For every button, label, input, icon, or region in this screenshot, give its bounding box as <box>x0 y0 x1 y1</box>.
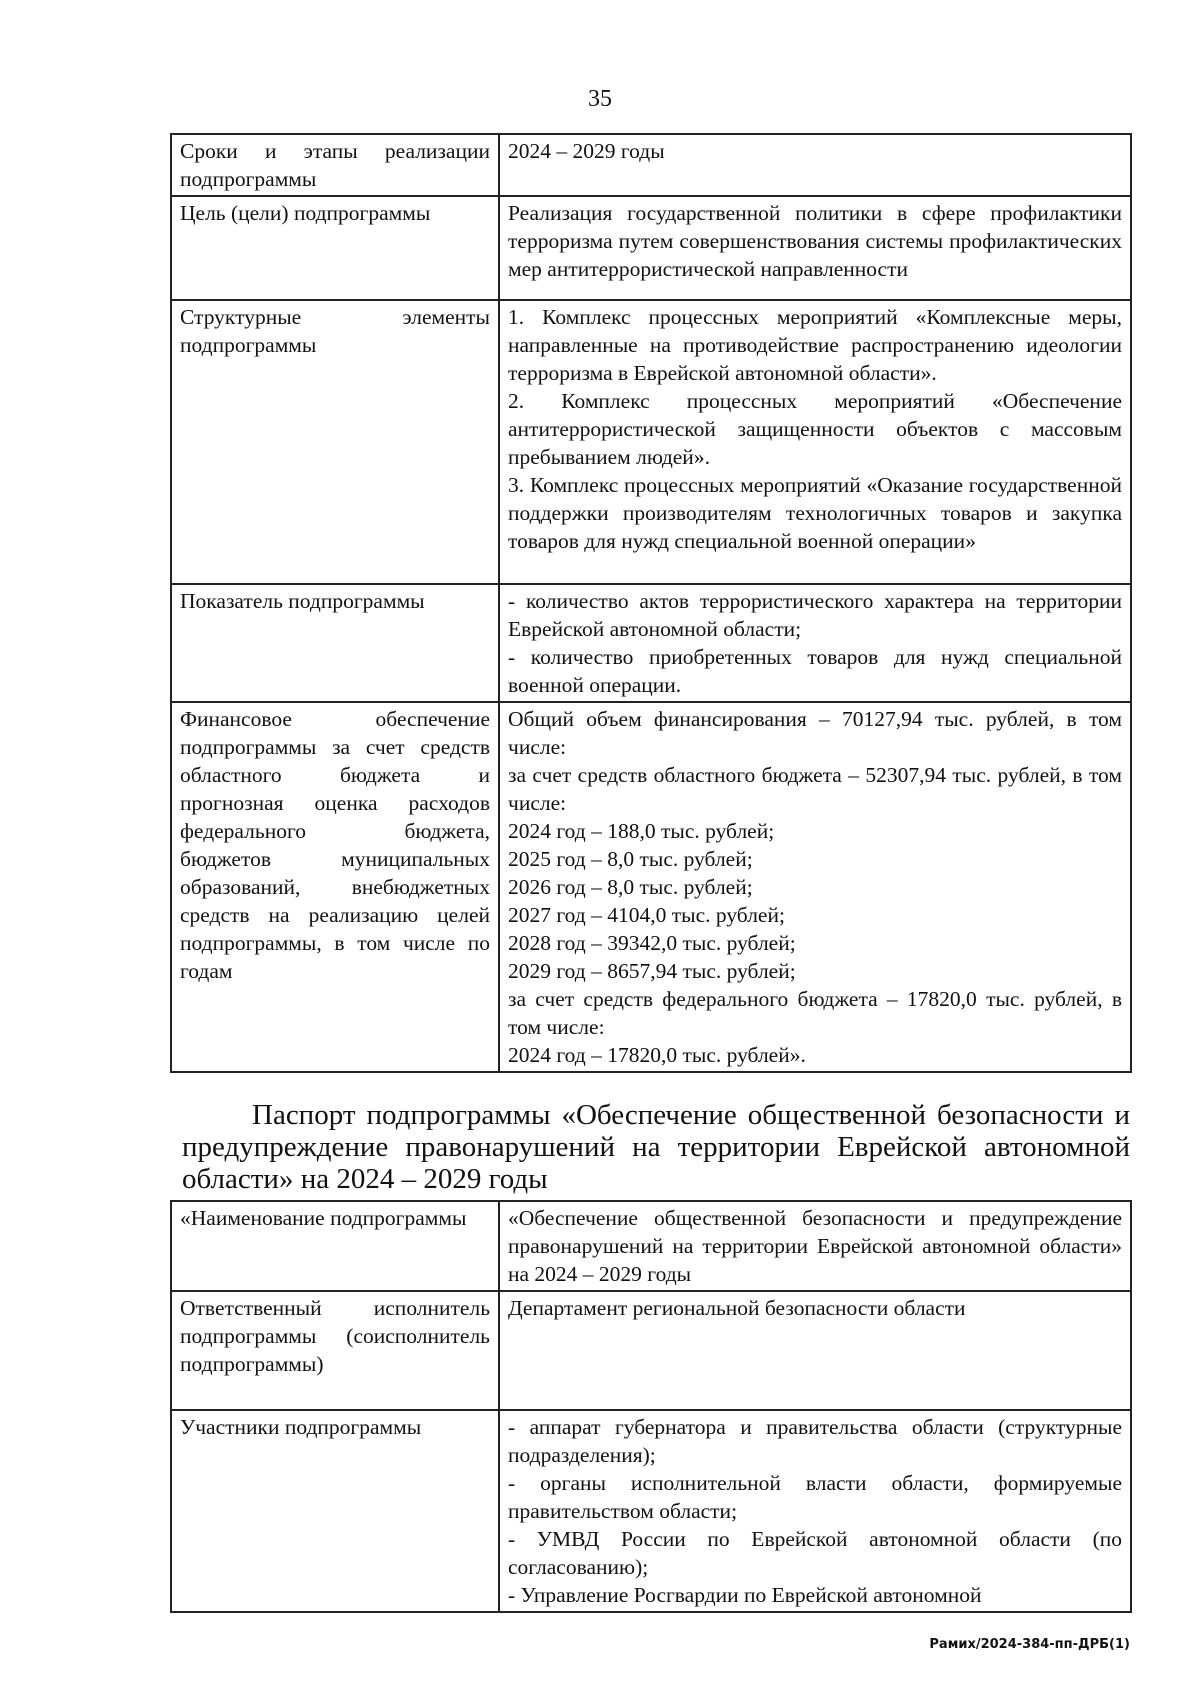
list-item: 2028 год – 39342,0 тыс. рублей; <box>508 931 796 955</box>
list-item: 2024 год – 17820,0 тыс. рублей». <box>508 1043 806 1067</box>
table-row <box>171 300 1131 584</box>
document-code: Рамих/2024-384-пп-ДРБ(1) <box>929 1637 1130 1652</box>
row-value <box>499 584 1131 702</box>
list-item: за счет средств федерального бюджета – 17820,0 тыс. рублей, в том числе: <box>508 987 1122 1039</box>
list-item: - УМВД России по Еврейской автономной области (по согласованию); <box>508 1527 1122 1579</box>
table-row <box>171 584 1131 702</box>
list-item: 2. Комплекс процессных мероприятий «Обеспечение антитеррористической защищенности объектов с массовым пребыванием людей». <box>508 389 1122 469</box>
list-item: - количество приобретенных товаров для нужд специальной военной операции. <box>508 645 1122 697</box>
row-value <box>499 1410 1131 1612</box>
list-item: - органы исполнительной власти области, формируемые правительством области; <box>508 1471 1122 1523</box>
section-heading <box>182 1099 1130 1195</box>
subprogram-passport-table-2 <box>170 1200 1132 1613</box>
subprogram-passport-table-1 <box>170 133 1132 1073</box>
table-row <box>171 1291 1131 1410</box>
table-row <box>171 196 1131 300</box>
row-value: Департамент региональной безопасности области <box>499 1291 1131 1410</box>
list-item: 2029 год – 8657,94 тыс. рублей; <box>508 959 796 983</box>
row-label: Участники подпрограммы <box>171 1410 499 1612</box>
page-number: 35 <box>588 86 612 112</box>
list-item: 1. Комплекс процессных мероприятий «Комплексные меры, направленные на противодействие распространению идеологии терроризма в Еврейской автономной области». <box>508 305 1122 385</box>
row-value: «Обеспечение общественной безопасности и предупреждение правонарушений на территории Еврейской автономной области» на 2024 – 2029 годы <box>499 1201 1131 1291</box>
row-label: Ответственный исполнитель подпрограммы (соисполнитель подпрограммы) <box>171 1291 499 1410</box>
table-row <box>171 134 1131 196</box>
list-item: 2026 год – 8,0 тыс. рублей; <box>508 875 753 899</box>
list-item: Общий объем финансирования – 70127,94 тыс. рублей, в том числе: <box>508 707 1122 759</box>
list-item: за счет средств областного бюджета – 52307,94 тыс. рублей, в том числе: <box>508 763 1122 815</box>
list-item: 2024 год – 188,0 тыс. рублей; <box>508 819 775 843</box>
row-label: Показатель подпрограммы <box>171 584 499 702</box>
row-label: «Наименование подпрограммы <box>171 1201 499 1291</box>
row-label: Структурные элементы подпрограммы <box>171 300 499 584</box>
table-row <box>171 1201 1131 1291</box>
row-label: Финансовое обеспечение подпрограммы за счет средств областного бюджета и прогнозная оценка расходов федерального бюджета, бюджетов муниципальных образований, внебюджетных средств на реализацию целей подпрограммы, в том числе по годам <box>171 702 499 1072</box>
list-item: - Управление Росгвардии по Еврейской автономной <box>508 1583 982 1607</box>
list-item: - количество актов террористического характера на территории Еврейской автономной области; <box>508 589 1122 641</box>
table-row <box>171 1410 1131 1612</box>
row-value: 2024 – 2029 годы <box>499 134 1131 196</box>
row-label: Сроки и этапы реализации подпрограммы <box>171 134 499 196</box>
row-value: Реализация государственной политики в сфере профилактики терроризма путем совершенствования системы профилактических мер антитеррористической направленности <box>499 196 1131 300</box>
list-item: - аппарат губернатора и правительства области (структурные подразделения); <box>508 1415 1122 1467</box>
list-item: 2027 год – 4104,0 тыс. рублей; <box>508 903 785 927</box>
row-label: Цель (цели) подпрограммы <box>171 196 499 300</box>
table-row <box>171 702 1131 1072</box>
list-item: 2025 год – 8,0 тыс. рублей; <box>508 847 753 871</box>
heading-text: Паспорт подпрограммы «Обеспечение общественной безопасности и предупреждение правонарушений на территории Еврейской автономной области» на 2024 – 2029 годы <box>182 1099 1130 1195</box>
row-value <box>499 702 1131 1072</box>
list-item: 3. Комплекс процессных мероприятий «Оказание государственной поддержки производителям технологичных товаров и закупка товаров для нужд специальной военной операции» <box>508 473 1122 553</box>
row-value <box>499 300 1131 584</box>
